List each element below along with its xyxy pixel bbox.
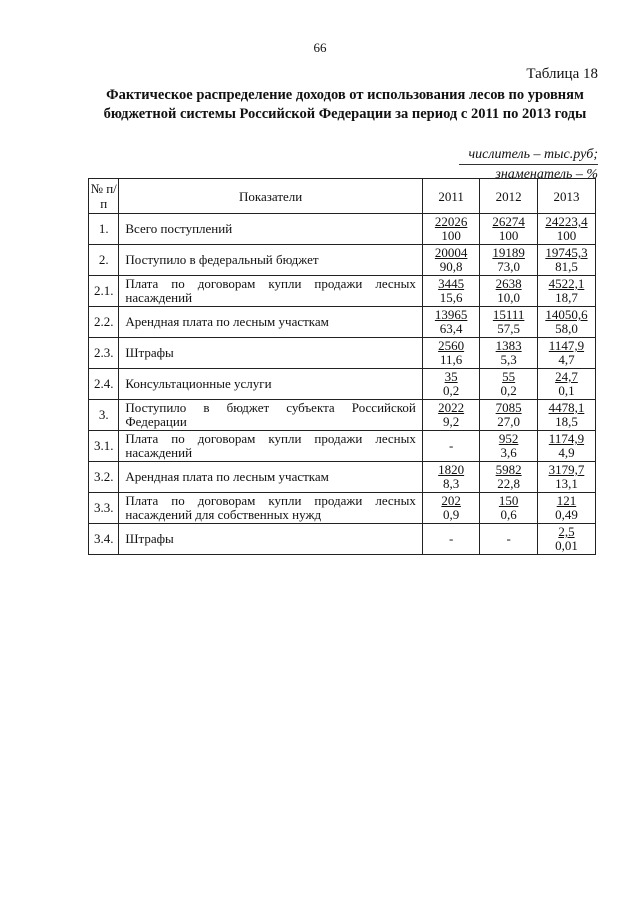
cell-2011 <box>422 276 480 307</box>
row-indicator <box>119 307 423 338</box>
cell-2013 <box>537 338 595 369</box>
cell-2013 <box>537 214 595 245</box>
table-row <box>89 493 596 524</box>
value-fraction <box>493 308 525 336</box>
value-thousand-rub: 5982 <box>495 462 522 477</box>
cell-2011 <box>422 524 480 555</box>
cell-2012 <box>480 276 538 307</box>
value-thousand-rub: 2022 <box>438 400 465 415</box>
cell-2013 <box>537 400 595 431</box>
value-fraction <box>549 339 584 367</box>
value-fraction <box>549 463 585 491</box>
row-indicator <box>119 524 423 555</box>
row-indicator-label: Плата по договорам купли продажи лесных насаждений для собственных нужд <box>125 493 416 522</box>
value-fraction <box>555 494 578 522</box>
cell-2013 <box>537 524 595 555</box>
row-indicator <box>119 214 423 245</box>
header-num: № п/п <box>89 179 119 214</box>
value-percent: 100 <box>556 228 577 243</box>
table-row <box>89 524 596 555</box>
value-thousand-rub: 55 <box>502 369 516 384</box>
row-number: 2.1. <box>89 276 119 307</box>
value-fraction <box>438 339 464 367</box>
value-fraction <box>435 246 468 274</box>
value-percent: 8,3 <box>443 476 460 491</box>
cell-2012 <box>480 369 538 400</box>
table-row <box>89 431 596 462</box>
value-fraction <box>438 277 464 305</box>
cell-2011 <box>422 400 480 431</box>
cell-2011 <box>422 431 480 462</box>
row-indicator-label: Плата по договорам купли продажи лесных насаждений <box>125 431 416 460</box>
value-percent: 58,0 <box>555 321 578 336</box>
row-number: 3.4. <box>89 524 119 555</box>
cell-2012 <box>480 400 538 431</box>
value-fraction <box>549 401 585 429</box>
cell-2012 <box>480 245 538 276</box>
header-indicator: Показатели <box>119 179 423 214</box>
table-row <box>89 214 596 245</box>
value-fraction <box>501 370 517 398</box>
header-2012: 2012 <box>480 179 538 214</box>
value-percent: 5,3 <box>500 352 517 367</box>
value-thousand-rub: 2,5 <box>558 524 575 539</box>
value-fraction <box>549 277 585 305</box>
value-thousand-rub: 121 <box>556 493 577 508</box>
header-2013: 2013 <box>537 179 595 214</box>
row-indicator <box>119 462 423 493</box>
value-percent: 3,6 <box>500 445 517 460</box>
value-fraction <box>435 215 468 243</box>
cell-2011 <box>422 307 480 338</box>
value-fraction <box>492 215 525 243</box>
cell-2011 <box>422 493 480 524</box>
value-percent: 18,5 <box>555 414 578 429</box>
row-number: 1. <box>89 214 119 245</box>
cell-2011 <box>422 338 480 369</box>
value-thousand-rub: 3179,7 <box>548 462 585 477</box>
cell-2013 <box>537 307 595 338</box>
value-percent: 0,1 <box>558 383 575 398</box>
table-label: Таблица 18 <box>526 66 598 82</box>
value-fraction <box>443 370 459 398</box>
value-thousand-rub: 952 <box>498 431 519 446</box>
cell-2013 <box>537 493 595 524</box>
row-indicator-label: Арендная плата по лесным участкам <box>125 314 329 329</box>
page-number: 66 <box>313 40 327 55</box>
row-indicator <box>119 400 423 431</box>
row-number: 2.4. <box>89 369 119 400</box>
value-percent: 0,9 <box>443 507 460 522</box>
value-thousand-rub: 20004 <box>434 245 468 260</box>
cell-2012 <box>480 214 538 245</box>
value-thousand-rub: 13965 <box>434 307 468 322</box>
value-thousand-rub: 19745,3 <box>545 245 588 260</box>
cell-2013 <box>537 276 595 307</box>
value-thousand-rub: 7085 <box>495 400 522 415</box>
row-number: 3.3. <box>89 493 119 524</box>
value-percent: 0,49 <box>555 507 578 522</box>
table-header-row <box>89 179 596 214</box>
row-indicator-label: Поступило в федеральный бюджет <box>125 252 319 267</box>
value-fraction <box>499 494 519 522</box>
table-row <box>89 400 596 431</box>
table-row <box>89 245 596 276</box>
cell-2013 <box>537 245 595 276</box>
row-indicator-label: Штрафы <box>125 345 174 360</box>
value-fraction <box>555 525 578 553</box>
row-indicator <box>119 245 423 276</box>
value-percent: 57,5 <box>497 321 520 336</box>
cell-2012 <box>480 307 538 338</box>
empty-dash: - <box>448 438 454 453</box>
cell-2011 <box>422 369 480 400</box>
value-thousand-rub: 202 <box>441 493 461 508</box>
value-thousand-rub: 2638 <box>495 276 522 291</box>
units-denominator: знаменатель – % <box>459 164 598 184</box>
value-percent: 0,2 <box>500 383 517 398</box>
row-indicator-label: Консультационные услуги <box>125 376 272 391</box>
value-fraction <box>499 432 519 460</box>
row-number: 2.2. <box>89 307 119 338</box>
value-percent: 18,7 <box>555 290 578 305</box>
value-percent: 63,4 <box>439 321 463 336</box>
value-percent: 15,6 <box>439 290 463 305</box>
value-percent: 0,6 <box>500 507 517 522</box>
cell-2012 <box>480 493 538 524</box>
cell-2011 <box>422 245 480 276</box>
value-fraction <box>496 463 522 491</box>
value-percent: 27,0 <box>497 414 520 429</box>
value-fraction <box>496 277 522 305</box>
row-indicator <box>119 431 423 462</box>
value-fraction <box>555 370 578 398</box>
row-number: 3.2. <box>89 462 119 493</box>
row-indicator-label: Штрафы <box>125 531 174 546</box>
value-thousand-rub: 1174,9 <box>548 431 585 446</box>
row-number: 3. <box>89 400 119 431</box>
value-thousand-rub: 24,7 <box>555 369 578 384</box>
table-body <box>89 214 596 555</box>
cell-2012 <box>480 462 538 493</box>
value-fraction <box>545 215 587 243</box>
value-percent: 4,7 <box>558 352 575 367</box>
value-fraction <box>441 494 461 522</box>
value-thousand-rub: 4478,1 <box>548 400 585 415</box>
value-percent: 10,0 <box>497 290 520 305</box>
value-thousand-rub: 26274 <box>492 214 525 229</box>
value-percent: 100 <box>498 228 519 243</box>
revenue-table <box>88 178 596 555</box>
table-row <box>89 369 596 400</box>
row-indicator-label: Арендная плата по лесным участкам <box>125 469 329 484</box>
row-number: 3.1. <box>89 431 119 462</box>
value-thousand-rub: 3445 <box>438 276 465 291</box>
row-indicator <box>119 276 423 307</box>
value-thousand-rub: 1147,9 <box>548 338 585 353</box>
value-thousand-rub: 14050,6 <box>545 307 588 322</box>
value-fraction <box>545 308 587 336</box>
empty-dash: - <box>506 531 511 546</box>
cell-2013 <box>537 462 595 493</box>
value-thousand-rub: 4522,1 <box>548 276 585 291</box>
row-indicator <box>119 338 423 369</box>
value-percent: 22,8 <box>497 476 520 491</box>
value-thousand-rub: 15111 <box>492 307 525 322</box>
value-fraction <box>496 339 522 367</box>
value-percent: 4,9 <box>558 445 575 460</box>
value-thousand-rub: 24223,4 <box>545 214 588 229</box>
row-indicator <box>119 369 423 400</box>
value-percent: 9,2 <box>443 414 460 429</box>
value-fraction <box>549 432 584 460</box>
header-2011: 2011 <box>422 179 480 214</box>
table-row <box>89 338 596 369</box>
empty-dash: - <box>448 531 454 546</box>
table-title: Фактическое распределение доходов от использования лесов по уровням бюджетной системы Российской Федерации за период с 2011 по 2013 годы <box>103 87 587 122</box>
value-thousand-rub: 1820 <box>438 462 465 477</box>
cell-2012 <box>480 524 538 555</box>
row-indicator <box>119 493 423 524</box>
units-numerator: числитель – тыс.руб; <box>468 147 598 162</box>
table-row <box>89 462 596 493</box>
value-thousand-rub: 150 <box>498 493 519 508</box>
table-row <box>89 307 596 338</box>
cell-2013 <box>537 369 595 400</box>
cell-2012 <box>480 431 538 462</box>
value-fraction <box>438 401 464 429</box>
row-indicator-label: Плата по договорам купли продажи лесных насаждений <box>125 276 416 305</box>
cell-2012 <box>480 338 538 369</box>
value-fraction <box>438 463 464 491</box>
value-fraction <box>496 401 522 429</box>
row-number: 2.3. <box>89 338 119 369</box>
value-fraction <box>545 246 587 274</box>
table-row <box>89 276 596 307</box>
value-percent: 100 <box>441 228 461 243</box>
value-thousand-rub: 22026 <box>434 214 468 229</box>
value-fraction <box>492 246 525 274</box>
cell-2013 <box>537 431 595 462</box>
value-percent: 11,6 <box>439 352 463 367</box>
cell-2011 <box>422 214 480 245</box>
value-percent: 73,0 <box>497 259 520 274</box>
cell-2011 <box>422 462 480 493</box>
value-percent: 13,1 <box>555 476 578 491</box>
value-percent: 90,8 <box>439 259 463 274</box>
row-indicator-label: Поступило в бюджет субъекта Российской Федерации <box>125 400 416 429</box>
row-indicator-label: Всего поступлений <box>125 221 233 236</box>
value-fraction <box>435 308 468 336</box>
value-thousand-rub: 19189 <box>492 245 525 260</box>
row-number: 2. <box>89 245 119 276</box>
value-thousand-rub: 2560 <box>438 338 465 353</box>
value-percent: 0,2 <box>443 383 460 398</box>
value-thousand-rub: 1383 <box>495 338 522 353</box>
value-percent: 81,5 <box>555 259 578 274</box>
value-thousand-rub: 35 <box>444 369 458 384</box>
value-percent: 0,01 <box>555 538 578 553</box>
